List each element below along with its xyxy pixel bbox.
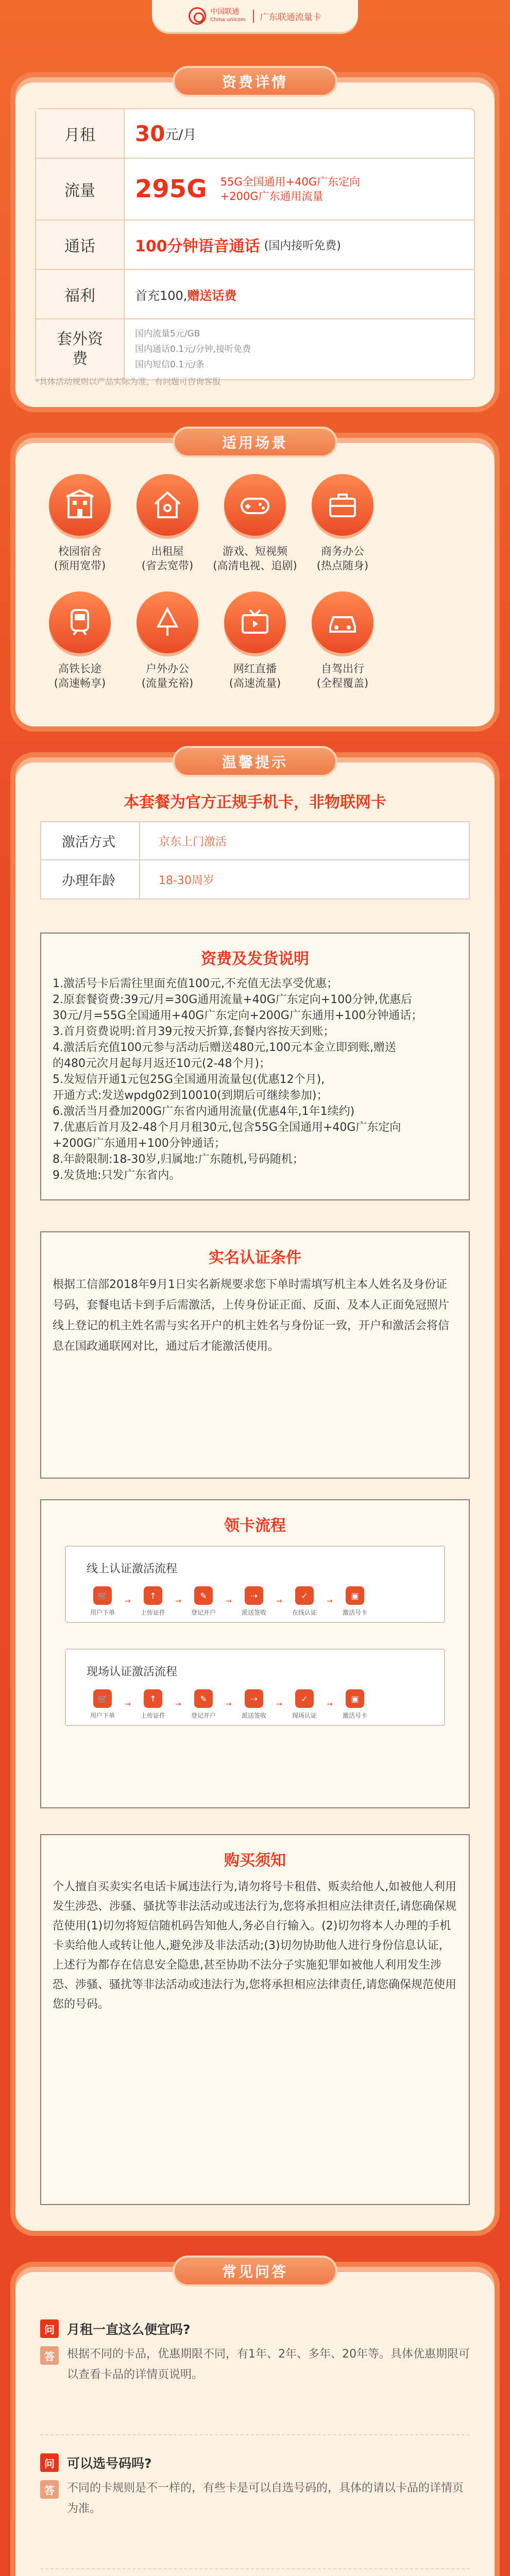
perk-em: 赠送话费	[187, 288, 237, 303]
shipping-line: 1.激活号卡后需往里面充值100元,不充值无法享受优惠；	[53, 977, 338, 990]
rent-value: 30	[135, 121, 165, 146]
extra-line-3: 国内短信0.1元/条	[135, 360, 205, 370]
answer-badge: 答	[40, 2480, 59, 2499]
faq-answer: 答 根据不同的卡品，优惠期限不同，有1年、2年、多年、20年等。具体优惠期限可以查看卡品的详情页说明。	[40, 2346, 470, 2385]
delivery-icon: ⇢	[245, 1689, 263, 1708]
scene-item	[299, 474, 386, 573]
fee-key-voice: 通话	[36, 221, 124, 269]
flow-step: ▣ 激活号卡	[337, 1689, 373, 1720]
fee-key-rent: 月租	[36, 109, 124, 158]
flow-title: 领卡流程	[224, 1517, 286, 1535]
faq-item	[40, 2318, 470, 2385]
voice-value: 100分钟语音通话	[135, 238, 260, 256]
faq-panel	[15, 2263, 495, 2576]
question-badge: 问	[40, 2319, 59, 2338]
verify-icon: ✓	[295, 1689, 314, 1708]
flow-step: ✎ 登记开户	[185, 1689, 222, 1720]
shipping-line: 3.首月资费说明:首月39元按天折算,套餐内容按天到账；	[53, 1025, 335, 1038]
fee-val-extra	[124, 319, 474, 379]
fee-key-perk: 福利	[36, 270, 124, 318]
activation-row	[41, 822, 469, 860]
faq-answer: 答 不同的卡规则是不一样的，有些卡是可以自选号码的，具体的请以卡品的详情页为准。	[40, 2480, 470, 2519]
onsite-flow-steps	[84, 1689, 444, 1720]
unicom-logo	[189, 7, 246, 25]
cart-icon: 🛒	[93, 1586, 112, 1605]
flow-step: ⇢ 派送签收	[236, 1586, 272, 1617]
arrow-icon: →	[327, 1597, 333, 1605]
fee-val-flow	[124, 159, 474, 219]
faq-item	[40, 2452, 470, 2519]
buy-text: 个人擅自买卖实名电话卡属违法行为,请勿将号卡租借、贩卖给他人,如被他人利用发生涉恐、涉骚、骚扰等非法活动或违法行为,您将承担相应法律责任,请您确保规范使用(1)切勿将短信随机码告知他人,务必自行输入。(2)切勿将本人办理的手机卡卖给他人或转让他人,避免涉及非法活动;(3)切勿协助他人进行身份信息认证，上述行为都存在信息安全隐患,甚至协助不法分子实施犯罪如被他人利用发生涉恐、涉骚、骚扰等非法活动或违法行为,您将承担相应法律责任,请您确保规范使用您的号码。	[53, 1880, 456, 2011]
header	[0, 0, 510, 41]
scene-label: 自驾出行 (全程覆盖)	[316, 663, 369, 689]
flow-step: 🛒 用户下单	[84, 1689, 121, 1720]
shipping-line: 4.激活后充值100元参与活动后赠送480元,100元本金立即到账,赠送	[53, 1041, 396, 1054]
verify-icon: ✓	[295, 1586, 314, 1605]
fees-note: *具体活动规则以产品实际为准，有问题可咨询客服	[35, 377, 221, 386]
auth-title: 实名认证条件	[209, 1249, 301, 1267]
shipping-line: 5.发短信开通1元包25G全国通用流量包(优惠12个月),	[53, 1073, 325, 1086]
online-flow-card	[65, 1546, 445, 1623]
flow-step: ✓ 在线认证	[286, 1586, 322, 1617]
logo-text-cn: 中国联通	[210, 8, 240, 16]
gamepad-icon	[224, 474, 286, 536]
activation-table	[40, 821, 470, 900]
shipping-line: 7.优惠后首月及2-48个月月租30元,包含55G全国通用+40G广东定向	[53, 1121, 401, 1134]
activation-key: 激活方式	[62, 834, 116, 850]
tree-icon	[137, 591, 198, 653]
flow-step: 🛒 用户下单	[84, 1586, 121, 1617]
logo-text-en: China unicom	[210, 17, 246, 23]
faq-divider	[40, 2568, 470, 2569]
header-pill	[152, 0, 358, 32]
arrow-icon: →	[327, 1700, 333, 1708]
arrow-icon: →	[175, 1700, 181, 1708]
scene-item	[124, 474, 211, 573]
scene-item	[211, 474, 299, 573]
notice-title: 温馨提示	[173, 746, 337, 777]
arrow-icon: →	[276, 1700, 282, 1708]
buy-title: 购买须知	[224, 1852, 286, 1870]
activation-value: 京东上门激活	[139, 822, 469, 859]
delivery-icon: ⇢	[245, 1586, 263, 1605]
upload-icon: ↑	[144, 1586, 162, 1605]
onsite-flow-card	[65, 1649, 445, 1726]
fee-row-rent	[36, 109, 474, 159]
shipping-line: 的480元次月起每月返还10元(2-48个月)；	[53, 1057, 271, 1070]
header-slogan: 广东联通流量卡	[253, 10, 321, 23]
cart-icon: 🛒	[93, 1689, 112, 1708]
voice-sub: (国内接听免费)	[264, 239, 341, 252]
scenes-panel	[15, 434, 495, 726]
shipping-line: 30元/月=55G全国通用+40G广东定向+200G广东通用+100分钟通话；	[53, 1009, 423, 1022]
auth-box	[40, 1231, 470, 1479]
answer-badge: 答	[40, 2346, 59, 2365]
scene-label: 游戏、短视频 (高清电视、追剧)	[213, 545, 297, 572]
scene-item	[36, 474, 124, 573]
scene-label: 商务办公 (热点随身)	[316, 545, 369, 572]
fee-row-flow	[36, 159, 474, 221]
train-icon	[49, 591, 111, 653]
extra-line-2: 国内通话0.1元/分钟,接听免费	[135, 344, 251, 354]
notice-panel	[15, 754, 495, 2231]
scene-label: 户外办公 (流量充裕)	[141, 663, 194, 689]
shipping-line: +200G广东通用+100分钟通话；	[53, 1137, 226, 1150]
online-flow-title: 线上认证激活流程	[87, 1563, 178, 1575]
extra-line-1: 国内流量5元/GB	[135, 329, 200, 339]
flow-desc	[220, 175, 361, 204]
flow-step: ✓ 现场认证	[286, 1689, 322, 1720]
dorm-building-icon	[49, 474, 111, 536]
rent-unit: 元/月	[165, 127, 197, 143]
car-icon	[312, 591, 373, 653]
arrow-icon: →	[276, 1597, 282, 1605]
scene-label: 校园宿舍 (预用宽带)	[54, 545, 106, 572]
fee-row-perk	[36, 270, 474, 319]
flow-step: ↑ 上传证件	[135, 1586, 171, 1617]
scene-label: 高铁长途 (高速畅享)	[54, 663, 106, 689]
buy-box	[40, 1834, 470, 2205]
faq-divider	[40, 2434, 470, 2435]
shipping-title: 资费及发货说明	[201, 950, 309, 968]
sim-card-icon: ▣	[346, 1689, 364, 1708]
shipping-line: 8.年龄限制:18-30岁,归属地:广东随机,号码随机；	[53, 1153, 304, 1166]
extra-lines	[135, 326, 251, 372]
fee-key-extra: 套外资费	[36, 319, 124, 379]
briefcase-icon	[312, 474, 373, 536]
arrow-icon: →	[175, 1597, 181, 1605]
fee-val-voice	[124, 221, 474, 269]
shipping-box	[40, 933, 470, 1200]
upload-icon: ↑	[144, 1689, 162, 1708]
arrow-icon: →	[125, 1700, 131, 1708]
faq-question: 问 可以选号码吗?	[40, 2452, 470, 2473]
shipping-line: 开通方式:发送wpdg02到10010(到期后可继续参加)；	[53, 1089, 328, 1102]
fee-row-extra	[36, 319, 474, 379]
flow-value: 295G	[135, 175, 207, 204]
notice-head: 本套餐为官方正规手机卡，非物联网卡	[124, 793, 386, 811]
sim-card-icon: ▣	[346, 1586, 364, 1605]
flow-step: ⇢ 派送签收	[236, 1689, 272, 1720]
logo-text	[210, 8, 246, 24]
fee-val-rent	[124, 109, 474, 158]
scene-label: 网红直播 (高速流量)	[229, 663, 281, 689]
fee-val-perk	[124, 270, 474, 318]
rental-house-icon	[137, 474, 198, 536]
flow-desc-1: 55G全国通用+40G广东定向	[220, 176, 361, 188]
fee-key-flow: 流量	[36, 159, 124, 219]
scene-item	[211, 591, 299, 690]
scene-label: 出租屋 (省去宽带)	[141, 545, 194, 572]
scenes-title: 适用场景	[173, 427, 337, 457]
arrow-icon: →	[226, 1700, 232, 1708]
age-value: 18-30周岁	[139, 860, 469, 899]
online-flow-steps	[84, 1586, 444, 1617]
age-row	[41, 860, 469, 899]
fees-table	[35, 108, 475, 380]
question-badge: 问	[40, 2453, 59, 2472]
flow-step: ✎ 登记开户	[185, 1586, 222, 1617]
age-key: 办理年龄	[62, 873, 116, 889]
perk-value: 首充100,	[135, 288, 188, 303]
flow-step: ▣ 激活号卡	[337, 1586, 373, 1617]
faq-question: 问 月租一直这么便宜吗?	[40, 2318, 470, 2339]
fees-title: 资费详情	[173, 66, 337, 97]
scene-item	[299, 591, 386, 690]
arrow-icon: →	[226, 1597, 232, 1605]
shipping-line: 9.发货地:只发广东省内。	[53, 1169, 181, 1182]
faq-title: 常见问答	[173, 2256, 337, 2286]
flow-desc-2: +200G广东通用流量	[220, 190, 324, 202]
shipping-line: 2.原套餐资费:39元/月=30G通用流量+40G广东定向+100分钟,优惠后	[53, 993, 413, 1006]
register-icon: ✎	[194, 1586, 213, 1605]
arrow-icon: →	[125, 1597, 131, 1605]
scene-item	[36, 591, 124, 690]
shipping-line: 6.激活当月叠加200G广东省内通用流量(优惠4年,1年1续约)	[53, 1105, 355, 1118]
flow-step: ↑ 上传证件	[135, 1689, 171, 1720]
fee-row-voice	[36, 221, 474, 270]
scene-item	[124, 591, 211, 690]
unicom-logo-icon	[189, 7, 206, 25]
onsite-flow-title: 现场认证激活流程	[87, 1666, 178, 1679]
fees-panel	[15, 74, 495, 407]
tv-icon	[224, 591, 286, 653]
auth-text: 根据工信部2018年9月1日实名新规要求您下单时需填写机主本人姓名及身份证号码，套餐电话卡到手后需激活，上传身份证正面、反面、及本人正面免冠照片线上登记的机主姓名需与实名开户的机主姓名与身份证一致，开户和激活会将信息在国政通联网对比，通过后才能激活使用。	[53, 1278, 450, 1353]
scenes-grid	[36, 474, 474, 690]
shipping-list	[41, 976, 469, 1194]
register-icon: ✎	[194, 1689, 213, 1708]
